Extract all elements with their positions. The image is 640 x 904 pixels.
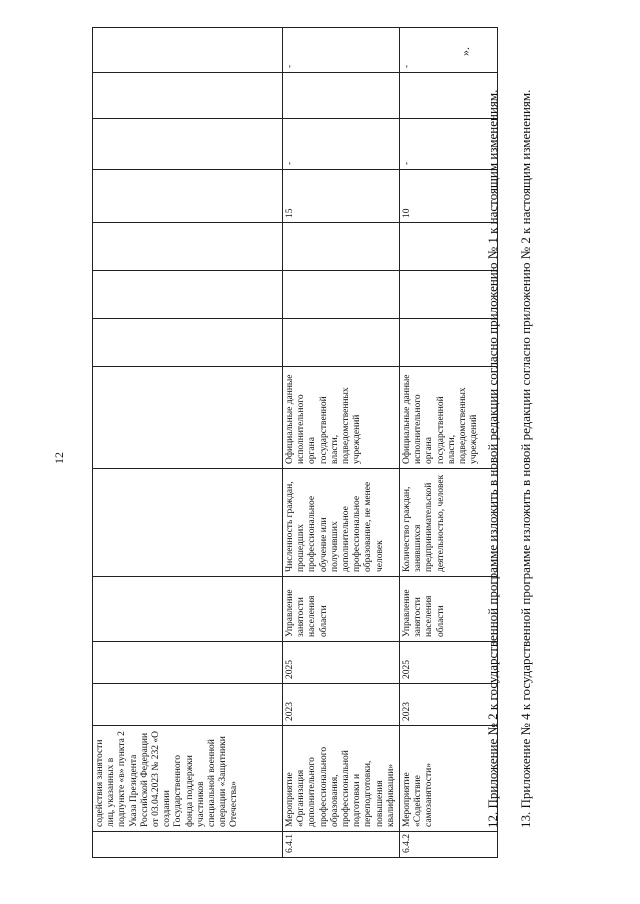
cell-value [283,319,400,367]
cell-value [400,73,498,119]
cell-end-year: 2025 [283,642,400,684]
table-row [93,28,283,858]
cell-end-year: 2025 [400,642,498,684]
table-closing-mark: ». [458,47,472,56]
cell-end-year [93,642,283,684]
cell-value [93,170,283,223]
cell-value [93,119,283,170]
cell-value: 10 [400,170,498,223]
paragraph-13 [518,29,534,864]
cell-value: - [283,28,400,73]
paragraph-text: 12. Приложение № 2 к государственной программе изложить в новой редакции согласно приложению № 1 к настоящим изменениям. [485,89,500,828]
cell-responsible [93,577,283,642]
cell-value [283,223,400,271]
cell-responsible: Управление занятости населения области [283,577,400,642]
cell-indicator [93,469,283,577]
cell-source: Официальные данные исполнительного органа государственной власти, подведомственных учреждений [283,367,400,469]
cell-value [400,271,498,319]
cell-start-year: 2023 [283,684,400,726]
cell-source: Официальные данные исполнительного органа государственной власти, подведомственных учреждений [400,367,498,469]
cell-start-year [93,684,283,726]
cell-value [93,73,283,119]
program-table [92,27,498,858]
paragraph-text: 13. Приложение № 4 к государственной программе изложить в новой редакции согласно приложению № 2 к настоящим изменениям. [518,89,533,828]
cell-value: - [283,119,400,170]
cell-value [93,223,283,271]
cell-number [93,832,283,858]
cell-value [283,271,400,319]
table-row [400,28,498,858]
cell-indicator: Численность граждан, прошедших профессиональное обучение или получивших дополнительное профессиональное образование, не менее человек [283,469,400,577]
cell-name: содействия занятости лиц, указанных в подпункте «в» пункта 2 Указа Президента Российской Федерации от 03.04.2023 № 232 «О создании Государственного фонда поддержки участников специальной военной операции «Защитники Отечества» [93,726,283,832]
cell-value [93,28,283,73]
cell-start-year: 2023 [400,684,498,726]
cell-source [93,367,283,469]
cell-value: - [400,119,498,170]
cell-value: - [400,28,498,73]
table-row [283,28,400,858]
cell-value [93,271,283,319]
cell-responsible: Управление занятости населения области [400,577,498,642]
page-number: 12 [52,452,66,464]
cell-name: Мероприятие «Содействие самозанятости» [400,726,498,832]
cell-name: Мероприятие «Организация дополнительного профессионального образования, профессиональной подготовки и переподготовки, повышения квалификации» [283,726,400,832]
cell-value [400,223,498,271]
cell-number: 6.4.2 [400,832,498,858]
cell-value: 15 [283,170,400,223]
paragraph-12 [485,29,501,864]
cell-indicator: Количество граждан, занявшихся предпринимательской деятельностью, человек [400,469,498,577]
cell-value [93,319,283,367]
cell-number: 6.4.1 [283,832,400,858]
cell-value [283,73,400,119]
cell-value [400,319,498,367]
